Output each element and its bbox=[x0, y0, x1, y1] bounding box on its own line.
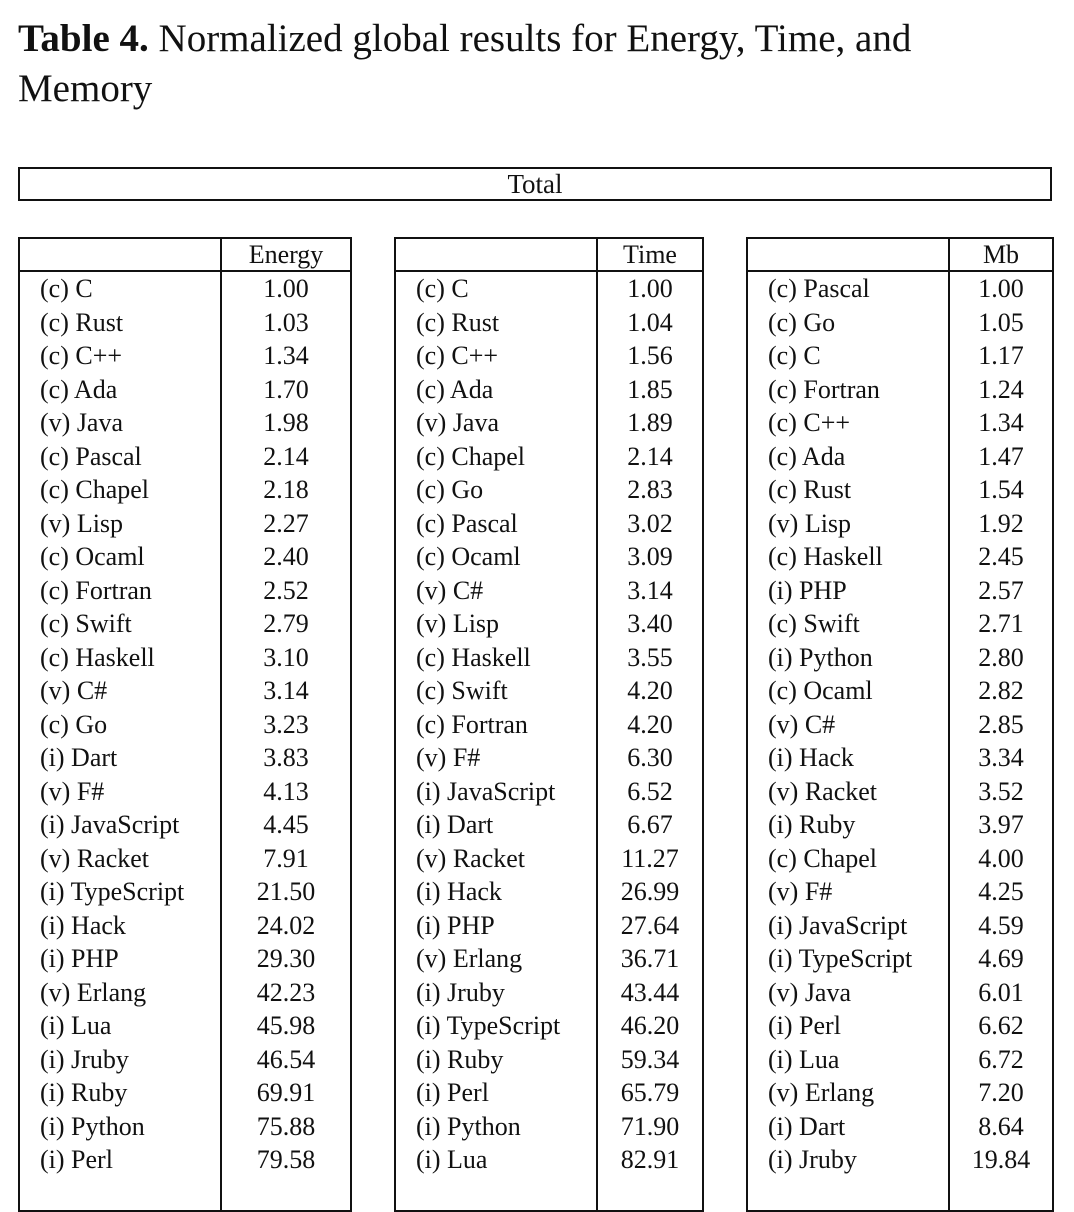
value-cell: 6.30 bbox=[627, 743, 673, 773]
padding-cell bbox=[221, 1177, 351, 1212]
value-cell: 3.14 bbox=[627, 575, 673, 605]
language-column-header bbox=[19, 238, 221, 271]
table-row bbox=[747, 1076, 1053, 1110]
language-cell: (c) Rust bbox=[19, 306, 221, 340]
table-row bbox=[747, 507, 1053, 541]
table-row bbox=[747, 373, 1053, 407]
table-row bbox=[19, 842, 351, 876]
value-cell: 4.59 bbox=[978, 910, 1024, 940]
language-cell: (i) Perl bbox=[395, 1076, 597, 1110]
table-row bbox=[19, 875, 351, 909]
value-cell: 2.80 bbox=[978, 642, 1024, 672]
language-cell: (i) TypeScript bbox=[747, 942, 949, 976]
language-cell: (c) Chapel bbox=[747, 842, 949, 876]
value-cell: 4.00 bbox=[978, 843, 1024, 873]
language-cell: (i) PHP bbox=[747, 574, 949, 608]
table-row bbox=[395, 540, 703, 574]
value-cell: 2.14 bbox=[627, 441, 673, 471]
table-row bbox=[395, 1043, 703, 1077]
value-cell: 2.71 bbox=[978, 609, 1024, 639]
energy-column-header: Energy bbox=[221, 238, 351, 271]
value-cell: 24.02 bbox=[256, 910, 316, 940]
table-row bbox=[19, 674, 351, 708]
language-cell: (c) Go bbox=[395, 473, 597, 507]
value-cell: 1.00 bbox=[978, 274, 1024, 304]
language-column-header bbox=[747, 238, 949, 271]
table-row bbox=[747, 540, 1053, 574]
language-cell: (i) Dart bbox=[395, 808, 597, 842]
table-row bbox=[395, 473, 703, 507]
language-cell: (i) Perl bbox=[19, 1143, 221, 1177]
table-row bbox=[395, 641, 703, 675]
language-cell: (c) Swift bbox=[395, 674, 597, 708]
language-cell: (i) JavaScript bbox=[395, 775, 597, 809]
caption-text: Normalized global results for Energy, Time, and Memory bbox=[18, 17, 912, 110]
language-cell: (c) Swift bbox=[747, 607, 949, 641]
language-cell: (i) Perl bbox=[747, 1009, 949, 1043]
language-cell: (i) Lua bbox=[747, 1043, 949, 1077]
table-row bbox=[19, 1110, 351, 1144]
value-cell: 1.00 bbox=[627, 274, 673, 304]
value-cell: 3.23 bbox=[263, 709, 309, 739]
table-row bbox=[395, 306, 703, 340]
table-row bbox=[19, 440, 351, 474]
language-cell: (v) Erlang bbox=[395, 942, 597, 976]
table-row bbox=[747, 1143, 1053, 1177]
language-cell: (i) TypeScript bbox=[19, 875, 221, 909]
language-cell: (i) Ruby bbox=[19, 1076, 221, 1110]
table-row bbox=[19, 708, 351, 742]
language-cell: (i) Lua bbox=[395, 1143, 597, 1177]
value-cell: 6.52 bbox=[627, 776, 673, 806]
table-row bbox=[395, 373, 703, 407]
language-cell: (i) Hack bbox=[747, 741, 949, 775]
table-row bbox=[19, 574, 351, 608]
value-cell: 1.70 bbox=[263, 374, 309, 404]
value-cell: 1.17 bbox=[978, 341, 1024, 371]
value-cell: 2.18 bbox=[263, 475, 309, 505]
table-row bbox=[395, 775, 703, 809]
table-row bbox=[747, 574, 1053, 608]
table-row bbox=[395, 607, 703, 641]
value-cell: 19.84 bbox=[971, 1145, 1031, 1175]
table-row bbox=[747, 1009, 1053, 1043]
language-cell: (v) Racket bbox=[395, 842, 597, 876]
value-cell: 36.71 bbox=[620, 944, 680, 974]
language-cell: (c) Chapel bbox=[19, 473, 221, 507]
value-cell: 1.05 bbox=[978, 307, 1024, 337]
table-row bbox=[19, 775, 351, 809]
language-cell: (c) Pascal bbox=[395, 507, 597, 541]
value-cell: 65.79 bbox=[620, 1078, 680, 1108]
table-row bbox=[747, 976, 1053, 1010]
value-cell: 1.92 bbox=[978, 508, 1024, 538]
language-cell: (v) Racket bbox=[747, 775, 949, 809]
value-cell: 26.99 bbox=[620, 877, 680, 907]
table-row bbox=[395, 909, 703, 943]
value-cell: 1.00 bbox=[263, 274, 309, 304]
value-cell: 6.72 bbox=[978, 1044, 1024, 1074]
table-row bbox=[747, 942, 1053, 976]
language-cell: (v) Racket bbox=[19, 842, 221, 876]
value-cell: 1.89 bbox=[627, 408, 673, 438]
value-cell: 1.24 bbox=[978, 374, 1024, 404]
value-cell: 4.13 bbox=[263, 776, 309, 806]
table-row bbox=[19, 808, 351, 842]
value-cell: 2.27 bbox=[263, 508, 309, 538]
language-cell: (c) C++ bbox=[19, 339, 221, 373]
language-cell: (i) Python bbox=[395, 1110, 597, 1144]
table-row bbox=[395, 808, 703, 842]
language-cell: (v) Java bbox=[395, 406, 597, 440]
time-column-header: Time bbox=[597, 238, 703, 271]
table-row bbox=[395, 1110, 703, 1144]
language-cell: (i) Dart bbox=[19, 741, 221, 775]
value-cell: 2.83 bbox=[627, 475, 673, 505]
table-row bbox=[395, 271, 703, 306]
language-cell: (i) Dart bbox=[747, 1110, 949, 1144]
language-cell: (c) Fortran bbox=[395, 708, 597, 742]
table-row bbox=[395, 406, 703, 440]
language-cell: (c) Ada bbox=[395, 373, 597, 407]
value-cell: 4.69 bbox=[978, 944, 1024, 974]
value-cell: 71.90 bbox=[620, 1111, 680, 1141]
language-cell: (c) Ocaml bbox=[19, 540, 221, 574]
language-cell: (v) Erlang bbox=[747, 1076, 949, 1110]
value-cell: 7.20 bbox=[978, 1078, 1024, 1108]
table-row bbox=[747, 339, 1053, 373]
value-cell: 2.82 bbox=[978, 676, 1024, 706]
table-row bbox=[19, 306, 351, 340]
language-cell: (i) Python bbox=[19, 1110, 221, 1144]
value-cell: 8.64 bbox=[978, 1111, 1024, 1141]
table-row bbox=[395, 842, 703, 876]
memory-table bbox=[746, 237, 1054, 1212]
padding-cell bbox=[597, 1177, 703, 1212]
header-row bbox=[747, 238, 1053, 271]
language-cell: (c) Swift bbox=[19, 607, 221, 641]
table-row bbox=[395, 507, 703, 541]
language-cell: (i) Jruby bbox=[395, 976, 597, 1010]
language-cell: (c) Rust bbox=[747, 473, 949, 507]
language-cell: (i) Lua bbox=[19, 1009, 221, 1043]
language-cell: (v) C# bbox=[747, 708, 949, 742]
language-cell: (c) Ada bbox=[747, 440, 949, 474]
value-cell: 1.54 bbox=[978, 475, 1024, 505]
language-cell: (i) PHP bbox=[19, 942, 221, 976]
language-cell: (c) Haskell bbox=[19, 641, 221, 675]
table-row bbox=[747, 607, 1053, 641]
total-header: Total bbox=[18, 167, 1052, 201]
bottom-padding-row bbox=[19, 1177, 351, 1212]
language-cell: (i) JavaScript bbox=[747, 909, 949, 943]
language-cell: (c) Haskell bbox=[395, 641, 597, 675]
table-row bbox=[395, 339, 703, 373]
value-cell: 3.55 bbox=[627, 642, 673, 672]
value-cell: 29.30 bbox=[256, 944, 316, 974]
table-row bbox=[395, 875, 703, 909]
table-row bbox=[395, 1009, 703, 1043]
table-row bbox=[19, 473, 351, 507]
value-cell: 2.14 bbox=[263, 441, 309, 471]
table-row bbox=[19, 1009, 351, 1043]
language-cell: (i) PHP bbox=[395, 909, 597, 943]
table-row bbox=[747, 875, 1053, 909]
table-caption bbox=[18, 14, 1048, 114]
value-cell: 3.02 bbox=[627, 508, 673, 538]
table-row bbox=[747, 1110, 1053, 1144]
language-cell: (c) C bbox=[395, 271, 597, 306]
table-row bbox=[19, 540, 351, 574]
language-cell: (i) Jruby bbox=[747, 1143, 949, 1177]
time-table bbox=[394, 237, 704, 1212]
language-cell: (c) Fortran bbox=[19, 574, 221, 608]
language-cell: (i) Jruby bbox=[19, 1043, 221, 1077]
value-cell: 2.57 bbox=[978, 575, 1024, 605]
language-cell: (v) Lisp bbox=[19, 507, 221, 541]
table-row bbox=[19, 271, 351, 306]
bottom-padding-row bbox=[395, 1177, 703, 1212]
table-row bbox=[747, 808, 1053, 842]
value-cell: 2.85 bbox=[978, 709, 1024, 739]
value-cell: 1.47 bbox=[978, 441, 1024, 471]
value-cell: 59.34 bbox=[620, 1044, 680, 1074]
value-cell: 6.62 bbox=[978, 1011, 1024, 1041]
value-cell: 3.09 bbox=[627, 542, 673, 572]
language-cell: (v) Erlang bbox=[19, 976, 221, 1010]
table-row bbox=[747, 440, 1053, 474]
language-cell: (v) F# bbox=[395, 741, 597, 775]
value-cell: 46.20 bbox=[620, 1011, 680, 1041]
value-cell: 75.88 bbox=[256, 1111, 316, 1141]
bottom-padding-row bbox=[747, 1177, 1053, 1212]
language-cell: (i) JavaScript bbox=[19, 808, 221, 842]
table-row bbox=[747, 708, 1053, 742]
table-row bbox=[395, 708, 703, 742]
language-cell: (i) Hack bbox=[395, 875, 597, 909]
language-cell: (i) Ruby bbox=[747, 808, 949, 842]
value-cell: 3.40 bbox=[627, 609, 673, 639]
value-cell: 2.40 bbox=[263, 542, 309, 572]
language-cell: (v) F# bbox=[19, 775, 221, 809]
padding-cell bbox=[747, 1177, 949, 1212]
value-cell: 21.50 bbox=[256, 877, 316, 907]
table-row bbox=[19, 339, 351, 373]
language-cell: (v) F# bbox=[747, 875, 949, 909]
table-row bbox=[19, 942, 351, 976]
value-cell: 4.25 bbox=[978, 877, 1024, 907]
language-cell: (c) Go bbox=[747, 306, 949, 340]
table-row bbox=[19, 406, 351, 440]
language-cell: (c) Go bbox=[19, 708, 221, 742]
energy-table bbox=[18, 237, 352, 1212]
language-cell: (c) Ocaml bbox=[395, 540, 597, 574]
value-cell: 1.85 bbox=[627, 374, 673, 404]
padding-cell bbox=[19, 1177, 221, 1212]
table-row bbox=[395, 440, 703, 474]
value-cell: 43.44 bbox=[620, 977, 680, 1007]
language-cell: (c) Ocaml bbox=[747, 674, 949, 708]
table-row bbox=[395, 976, 703, 1010]
value-cell: 2.45 bbox=[978, 542, 1024, 572]
table-row bbox=[395, 1076, 703, 1110]
table-row bbox=[747, 641, 1053, 675]
value-cell: 1.34 bbox=[263, 341, 309, 371]
value-cell: 1.56 bbox=[627, 341, 673, 371]
value-cell: 3.52 bbox=[978, 776, 1024, 806]
value-cell: 11.27 bbox=[621, 843, 679, 873]
table-row bbox=[19, 607, 351, 641]
language-cell: (c) C++ bbox=[395, 339, 597, 373]
table-row bbox=[395, 674, 703, 708]
memory-column-header: Mb bbox=[949, 238, 1053, 271]
language-cell: (v) Lisp bbox=[395, 607, 597, 641]
table-row bbox=[19, 1043, 351, 1077]
value-cell: 1.04 bbox=[627, 307, 673, 337]
table-row bbox=[747, 271, 1053, 306]
table-row bbox=[19, 1143, 351, 1177]
language-cell: (c) Fortran bbox=[747, 373, 949, 407]
language-cell: (c) Haskell bbox=[747, 540, 949, 574]
language-cell: (i) Hack bbox=[19, 909, 221, 943]
table-row bbox=[747, 842, 1053, 876]
value-cell: 4.20 bbox=[627, 676, 673, 706]
table-row bbox=[747, 406, 1053, 440]
language-cell: (i) Ruby bbox=[395, 1043, 597, 1077]
table-row bbox=[19, 641, 351, 675]
value-cell: 4.45 bbox=[263, 810, 309, 840]
value-cell: 6.67 bbox=[627, 810, 673, 840]
value-cell: 3.97 bbox=[978, 810, 1024, 840]
value-cell: 3.14 bbox=[263, 676, 309, 706]
language-cell: (c) Pascal bbox=[19, 440, 221, 474]
value-cell: 1.98 bbox=[263, 408, 309, 438]
language-cell: (v) C# bbox=[19, 674, 221, 708]
value-cell: 82.91 bbox=[620, 1145, 680, 1175]
table-row bbox=[19, 741, 351, 775]
padding-cell bbox=[395, 1177, 597, 1212]
header-row bbox=[19, 238, 351, 271]
value-cell: 1.34 bbox=[978, 408, 1024, 438]
table-row bbox=[395, 574, 703, 608]
language-cell: (c) C++ bbox=[747, 406, 949, 440]
table-row bbox=[395, 942, 703, 976]
value-cell: 69.91 bbox=[256, 1078, 316, 1108]
value-cell: 1.03 bbox=[263, 307, 309, 337]
language-column-header bbox=[395, 238, 597, 271]
padding-cell bbox=[949, 1177, 1053, 1212]
value-cell: 45.98 bbox=[256, 1011, 316, 1041]
language-cell: (c) Chapel bbox=[395, 440, 597, 474]
table-row bbox=[19, 909, 351, 943]
value-cell: 3.10 bbox=[263, 642, 309, 672]
value-cell: 42.23 bbox=[256, 977, 316, 1007]
value-cell: 6.01 bbox=[978, 977, 1024, 1007]
value-cell: 79.58 bbox=[256, 1145, 316, 1175]
value-cell: 3.83 bbox=[263, 743, 309, 773]
table-row bbox=[747, 909, 1053, 943]
language-cell: (i) TypeScript bbox=[395, 1009, 597, 1043]
value-cell: 46.54 bbox=[256, 1044, 316, 1074]
language-cell: (c) C bbox=[747, 339, 949, 373]
language-cell: (c) C bbox=[19, 271, 221, 306]
value-cell: 7.91 bbox=[263, 843, 309, 873]
language-cell: (c) Rust bbox=[395, 306, 597, 340]
language-cell: (i) Python bbox=[747, 641, 949, 675]
table-row bbox=[747, 306, 1053, 340]
language-cell: (c) Pascal bbox=[747, 271, 949, 306]
value-cell: 3.34 bbox=[978, 743, 1024, 773]
language-cell: (v) C# bbox=[395, 574, 597, 608]
table-row bbox=[19, 1076, 351, 1110]
table-row bbox=[747, 1043, 1053, 1077]
value-cell: 4.20 bbox=[627, 709, 673, 739]
table-row bbox=[19, 507, 351, 541]
table-row bbox=[395, 1143, 703, 1177]
header-row bbox=[395, 238, 703, 271]
value-cell: 2.79 bbox=[263, 609, 309, 639]
language-cell: (v) Lisp bbox=[747, 507, 949, 541]
table-row bbox=[747, 674, 1053, 708]
language-cell: (v) Java bbox=[19, 406, 221, 440]
table-row bbox=[747, 741, 1053, 775]
language-cell: (c) Ada bbox=[19, 373, 221, 407]
table-row bbox=[747, 473, 1053, 507]
table-row bbox=[747, 775, 1053, 809]
value-cell: 27.64 bbox=[620, 910, 680, 940]
table-row bbox=[19, 976, 351, 1010]
caption-label: Table 4. bbox=[18, 17, 149, 60]
table-row bbox=[395, 741, 703, 775]
value-cell: 2.52 bbox=[263, 575, 309, 605]
language-cell: (v) Java bbox=[747, 976, 949, 1010]
table-row bbox=[19, 373, 351, 407]
